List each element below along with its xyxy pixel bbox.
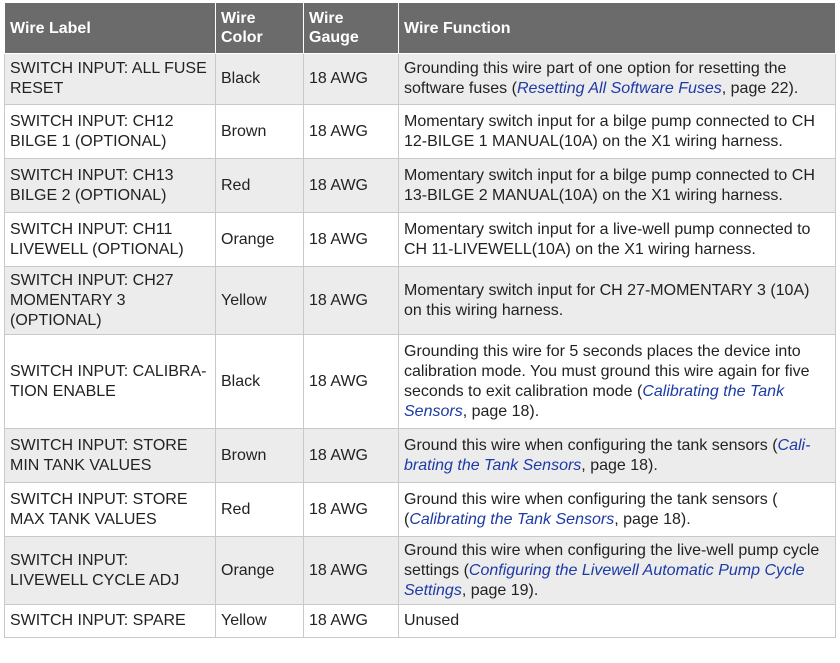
wire-gauge-cell: 18 AWG: [304, 159, 399, 213]
wire-gauge-cell: 18 AWG: [304, 429, 399, 483]
wire-function-cell: [399, 105, 836, 159]
wire-color-cell: Brown: [216, 429, 304, 483]
wire-table-container: [4, 2, 836, 638]
wire-color-cell: Yellow: [216, 267, 304, 335]
wire-label-cell: SWITCH INPUT: STORE MAX TANK VALUES: [5, 483, 216, 537]
wire-label-cell: SWITCH INPUT: CH12 BILGE 1 (OPTIONAL): [5, 105, 216, 159]
function-text: Momentary switch input for a live-well pump connected to CH 11-LIVEWELL(10A) on the X1 wiring harness.: [404, 220, 811, 258]
wire-function-cell: [399, 429, 836, 483]
function-text: Momentary switch input for CH 27-MOMENTARY 3 (10A) on this wiring harness.: [404, 281, 810, 319]
wire-color-cell: Orange: [216, 213, 304, 267]
wire-function-cell: [399, 159, 836, 213]
wire-color-cell: Brown: [216, 105, 304, 159]
function-text: Momentary switch input for a bilge pump connected to CH 13-BILGE 2 MANUAL(10A) on the X1 wiring harness.: [404, 166, 815, 204]
cross-reference-link[interactable]: Calibrating the Tank Sensors: [409, 510, 615, 528]
table-row: [5, 267, 836, 335]
wire-gauge-cell: 18 AWG: [304, 105, 399, 159]
wire-gauge-cell: 18 AWG: [304, 213, 399, 267]
wire-function-cell: [399, 537, 836, 605]
table-row: [5, 483, 836, 537]
function-text: , page 18).: [462, 402, 540, 420]
function-text: , page 18).: [581, 456, 658, 474]
wire-gauge-cell: 18 AWG: [304, 605, 399, 638]
table-body: [5, 54, 836, 638]
wire-label-cell: SWITCH INPUT: SPARE: [5, 605, 216, 638]
wire-color-cell: Yellow: [216, 605, 304, 638]
wire-gauge-cell: 18 AWG: [304, 267, 399, 335]
wire-color-cell: Red: [216, 159, 304, 213]
cross-reference-link[interactable]: Calibrating the Tank Sensors: [404, 382, 785, 420]
wire-color-cell: Black: [216, 335, 304, 429]
wire-color-cell: Red: [216, 483, 304, 537]
header-wire-label: Wire Label: [5, 3, 216, 54]
wire-function-cell: [399, 605, 836, 638]
wire-function-cell: [399, 267, 836, 335]
wire-gauge-cell: 18 AWG: [304, 483, 399, 537]
wire-gauge-cell: 18 AWG: [304, 335, 399, 429]
wire-label-cell: SWITCH INPUT: CH11 LIVEWELL (OPTIONAL): [5, 213, 216, 267]
function-text: , page 22).: [721, 80, 799, 97]
wire-function-cell: [399, 54, 836, 105]
table-row: [5, 605, 836, 638]
wire-label-cell: SWITCH INPUT: STORE MIN TANK VALUES: [5, 429, 216, 483]
table-row: [5, 213, 836, 267]
function-text: Ground this wire when configuring the tank sensors (: [404, 436, 778, 454]
wire-table: [4, 2, 836, 638]
function-text: , page 18).: [614, 510, 691, 528]
wire-color-cell: Orange: [216, 537, 304, 605]
function-text: Grounding this wire for 5 seconds places the device into calibration mode. You must ground this wire again for five seconds to exit calibration mode (: [404, 342, 810, 400]
function-text: Momentary switch input for a bilge pump connected to CH 12-BILGE 1 MANUAL(10A) on the X1 wiring harness.: [404, 112, 815, 150]
cross-reference-link[interactable]: Resetting All Software Fuses: [516, 80, 722, 97]
cross-reference-link[interactable]: Configuring the Livewell Automatic Pump Cycle Settings: [404, 561, 805, 599]
table-row: [5, 159, 836, 213]
table-row: [5, 429, 836, 483]
table-header-row: [5, 3, 836, 54]
wire-function-cell: [399, 335, 836, 429]
function-text: , page 19).: [461, 581, 539, 599]
wire-function-cell: [399, 213, 836, 267]
wire-color-cell: Black: [216, 54, 304, 105]
wire-label-cell: SWITCH INPUT: ALL FUSE RESET: [5, 54, 216, 105]
wire-label-cell: SWITCH INPUT: CH27 MOMENTARY 3 (OPTIONAL): [5, 267, 216, 335]
header-wire-function: Wire Function: [399, 3, 836, 54]
header-wire-color: Wire Color: [216, 3, 304, 54]
wire-label-cell: SWITCH INPUT: CALIBRA-TION ENABLE: [5, 335, 216, 429]
table-row: [5, 537, 836, 605]
wire-gauge-cell: 18 AWG: [304, 537, 399, 605]
table-row: [5, 54, 836, 105]
wire-label-cell: SWITCH INPUT: LIVEWELL CYCLE ADJ: [5, 537, 216, 605]
function-text: Unused: [404, 612, 460, 629]
wire-gauge-cell: 18 AWG: [304, 54, 399, 105]
function-text: Ground this wire when configuring the tank sensors ( (: [404, 490, 778, 528]
table-row: [5, 335, 836, 429]
header-wire-gauge: Wire Gauge: [304, 3, 399, 54]
function-text: Ground this wire when configuring the live-well pump cycle settings (: [404, 541, 820, 579]
cross-reference-link[interactable]: Cali-brating the Tank Sensors: [404, 436, 811, 474]
wire-function-cell: [399, 483, 836, 537]
function-text: Grounding this wire part of one option for resetting the software fuses (: [404, 60, 787, 97]
table-row: [5, 105, 836, 159]
wire-label-cell: SWITCH INPUT: CH13 BILGE 2 (OPTIONAL): [5, 159, 216, 213]
